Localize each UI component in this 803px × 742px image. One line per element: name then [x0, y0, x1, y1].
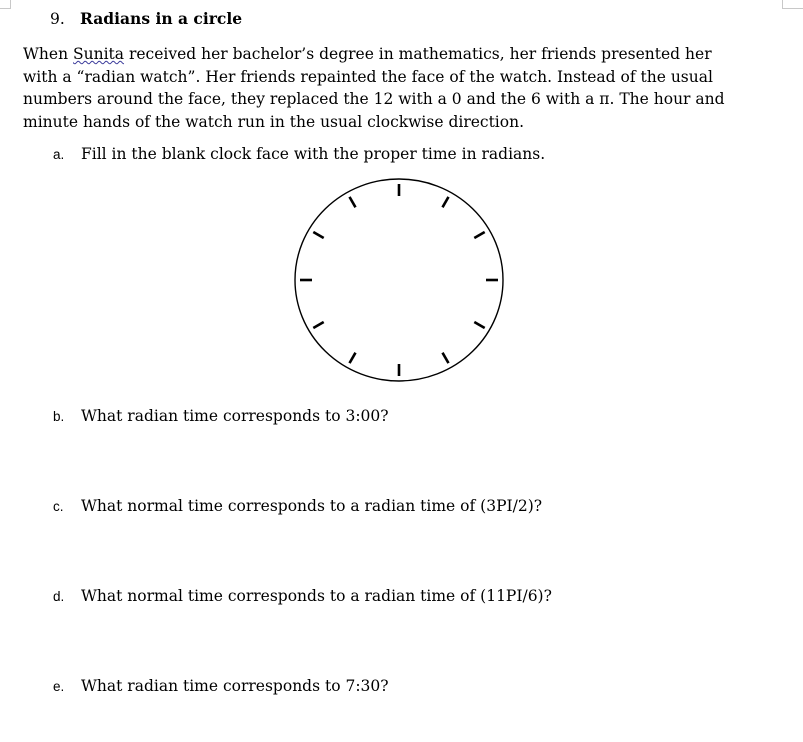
- page-corner-mark-right: [782, 0, 803, 9]
- question-a-text: Fill in the blank clock face with the proper time in radians.: [81, 145, 546, 163]
- question-c: [53, 497, 542, 515]
- clock-ticks: [300, 184, 498, 376]
- question-c-letter: c.: [53, 499, 64, 514]
- intro-line-1: [23, 43, 783, 66]
- question-a-letter: a.: [53, 147, 65, 162]
- problem-title: Radians in a circle: [80, 9, 243, 28]
- clock-tick-7: [350, 353, 356, 363]
- question-b-text: What radian time corresponds to 3:00?: [81, 407, 389, 425]
- clock-tick-4: [474, 322, 484, 328]
- question-a: [53, 145, 545, 163]
- page-corner-mark-left: [0, 0, 11, 9]
- clock-circle: [295, 179, 503, 381]
- intro-line-1-start: When: [23, 45, 73, 63]
- clock-tick-10: [313, 232, 323, 238]
- question-d-text: What normal time corresponds to a radian time of (11PI/6)?: [81, 587, 552, 605]
- question-d-letter: d.: [53, 589, 65, 604]
- question-e-letter: e.: [53, 679, 65, 694]
- problem-heading: [50, 9, 242, 28]
- problem-intro: [23, 43, 783, 133]
- spellcheck-name: Sunita: [73, 45, 125, 63]
- question-b-letter: b.: [53, 409, 65, 424]
- clock-tick-8: [313, 322, 323, 328]
- intro-line-1-end: received her bachelor’s degree in mathematics, her friends presented her: [124, 45, 712, 63]
- question-b: [53, 407, 389, 425]
- question-e-text: What radian time corresponds to 7:30?: [81, 677, 389, 695]
- blank-clock-face: [290, 174, 510, 386]
- clock-tick-5: [443, 353, 449, 363]
- intro-line-3: numbers around the face, they replaced the 12 with a 0 and the 6 with a π. The hour and: [23, 90, 725, 108]
- intro-line-4: minute hands of the watch run in the usual clockwise direction.: [23, 112, 525, 131]
- question-d: [53, 587, 552, 605]
- clock-tick-11: [350, 197, 356, 207]
- question-c-text: What normal time corresponds to a radian time of (3PI/2)?: [81, 497, 543, 515]
- clock-tick-2: [474, 232, 484, 238]
- clock-tick-1: [443, 197, 449, 207]
- question-e: [53, 677, 389, 695]
- intro-line-2: with a “radian watch”. Her friends repainted the face of the watch. Instead of the usual: [23, 67, 713, 86]
- problem-number: 9.: [50, 10, 65, 28]
